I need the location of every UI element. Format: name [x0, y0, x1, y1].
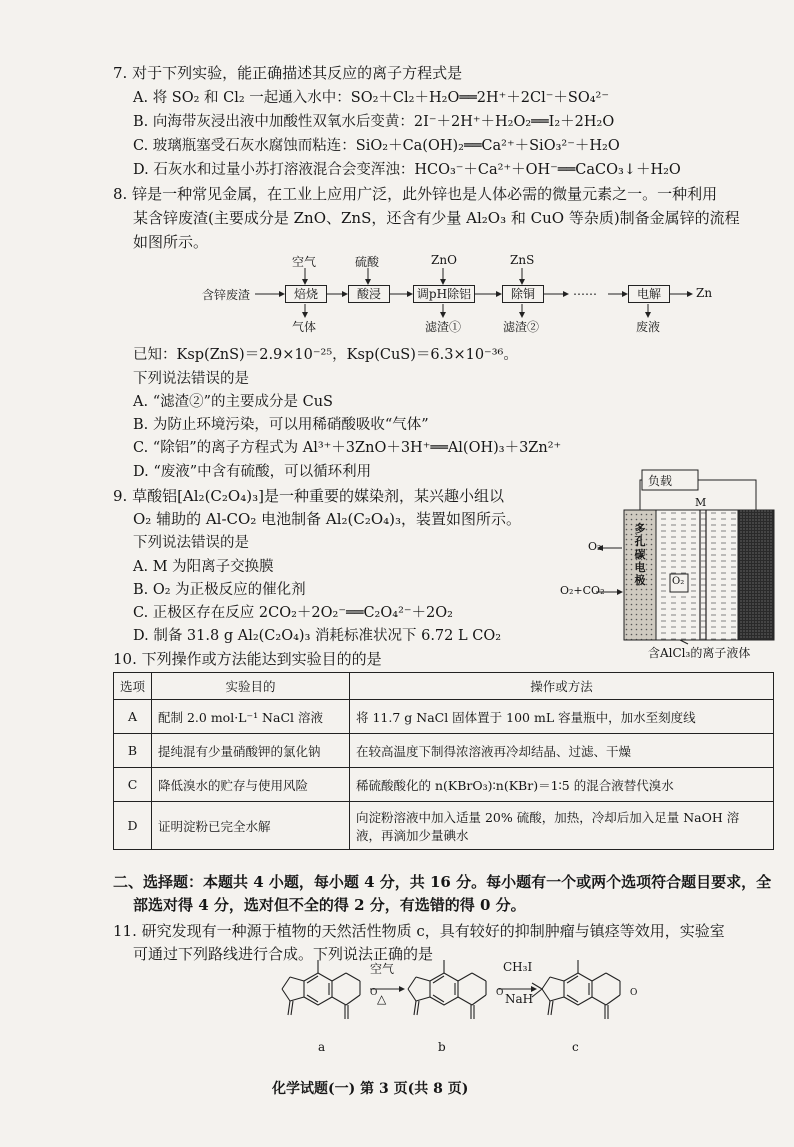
q7-option-c: C. 玻璃瓶塞受石灰水腐蚀而粘连：SiO₂＋Ca(OH)₂══Ca²⁺＋SiO₃²⁻＋H₂O	[133, 138, 620, 154]
flow-step-electrolysis: 电解	[628, 285, 670, 303]
table-cell-option: A	[114, 700, 152, 734]
table-header: 实验目的	[152, 673, 350, 700]
reagent2-bottom: NaH	[505, 992, 534, 1006]
table-header-row	[114, 673, 774, 700]
synthesis-structures	[270, 955, 630, 1045]
reagent1-top: 空气	[370, 962, 395, 976]
method-line: 液，再滴加少量碘水	[356, 827, 469, 843]
q8-stem-line3: 如图所示。	[133, 233, 209, 251]
flow-ellipsis: ……	[573, 284, 597, 298]
structure-label-c: c	[572, 1040, 579, 1054]
page-footer: 化学试题(一) 第 3 页(共 8 页)	[272, 1081, 469, 1097]
battery-o2-inner: O₂	[672, 576, 685, 587]
table-cell-method: 稀硫酸酸化的 n(KBrO₃)∶n(KBr)＝1∶5 的混合液替代溴水	[350, 768, 774, 802]
q7-option-b: B. 向海带灰浸出液中加酸性双氧水后变黄：2I⁻＋2H⁺＋H₂O₂══I₂＋2H₂O	[133, 114, 615, 130]
table-cell-option: C	[114, 768, 152, 802]
table-cell-method: 将 11.7 g NaCl 固体置于 100 mL 容量瓶中，加水至刻度线	[350, 700, 774, 734]
q8-ask: 下列说法错误的是	[133, 371, 249, 387]
table-cell-option: D	[114, 802, 152, 850]
q11-stem-line2: 可通过下列路线进行合成。下列说法正确的是	[133, 945, 434, 963]
reagent1-bottom: △	[377, 992, 387, 1006]
section2-heading-line1: 二、选择题：本题共 4 小题，每小题 4 分，共 16 分。每小题有一个或两个选项符合题目要求，全	[113, 873, 772, 891]
battery-gas-in: O₂+CO₂	[560, 584, 605, 597]
q10-table	[113, 672, 774, 850]
structure-label-a: a	[318, 1040, 326, 1054]
flow-input-sulfuric-acid: 硫酸	[355, 255, 380, 269]
q7-stem: 7. 对于下列实验，能正确描述其反应的离子方程式是	[113, 64, 463, 82]
battery-caption: 含AlCl₃的离子液体	[648, 646, 751, 660]
battery-o2-out: O₂	[588, 540, 602, 553]
q9-stem-line1: 9. 草酸铝[Al₂(C₂O₄)₃]是一种重要的媒染剂，某兴趣小组以	[113, 487, 504, 505]
q8-stem-line1: 8. 锌是一种常见金属，在工业上应用广泛，此外锌也是人体必需的微量元素之一。一种利用	[113, 185, 718, 203]
flow-output-residue1: 滤渣①	[425, 320, 462, 334]
flow-output-gas: 气体	[292, 320, 317, 334]
table-row	[114, 802, 774, 850]
q7-option-d: D. 石灰水和过量小苏打溶液混合会变浑浊：HCO₃⁻＋Ca²⁺＋OH⁻══CaCO₃↓＋H₂O	[133, 162, 681, 178]
table-cell-aim: 配制 2.0 mol·L⁻¹ NaCl 溶液	[152, 700, 350, 734]
table-cell-method: 在较高温度下制得浓溶液再冷却结晶、过滤、干燥	[350, 734, 774, 768]
method-line: 向淀粉溶液中加入适量 20% 硫酸，加热，冷却后加入足量 NaOH 溶	[356, 809, 740, 825]
flow-output-waste: 废液	[636, 320, 661, 334]
q9-option-c: C. 正极区存在反应 2CO₂＋2O₂⁻══C₂O₄²⁻＋2O₂	[133, 605, 453, 621]
table-cell-aim: 证明淀粉已完全水解	[152, 802, 350, 850]
q11-stem-line1: 11. 研究发现有一种源于植物的天然活性物质 c，具有较好的抑制肿瘤与镇痉等效用，实验室	[113, 922, 725, 940]
table-header: 选项	[114, 673, 152, 700]
q9-option-b: B. O₂ 为正极反应的催化剂	[133, 582, 306, 598]
flow-step-remove-al: 调pH除铝	[413, 285, 475, 303]
q9-ask: 下列说法错误的是	[133, 535, 249, 551]
table-header: 操作或方法	[350, 673, 774, 700]
flow-input-air: 空气	[292, 255, 317, 269]
battery-load-label: 负载	[648, 474, 673, 488]
section2-heading-line2: 部选对得 4 分，选对但不全的得 2 分，有选错的得 0 分。	[133, 896, 526, 914]
q8-option-c: C. “除铝”的离子方程式为 Al³⁺＋3ZnO＋3H⁺══Al(OH)₃＋3Zn²⁺	[133, 440, 562, 456]
q9-option-d: D. 制备 31.8 g Al₂(C₂O₄)₃ 消耗标准状况下 6.72 L CO₂	[133, 628, 502, 644]
q10-stem: 10. 下列操作或方法能达到实验目的的是	[113, 650, 382, 668]
structure-b-ring-o: O	[496, 988, 504, 998]
flow-step-roast: 焙烧	[285, 285, 327, 303]
battery-electrode-label: 多 孔 碳 电 极	[634, 522, 646, 587]
flow-step-acid-leach: 酸浸	[348, 285, 390, 303]
table-row	[114, 768, 774, 802]
flow-start: 含锌废渣	[202, 288, 251, 302]
flow-output-residue2: 滤渣②	[503, 320, 540, 334]
flow-step-remove-cu: 除铜	[502, 285, 544, 303]
flow-product: Zn	[696, 286, 713, 300]
q8-option-a: A. “滤渣②”的主要成分是 CuS	[133, 394, 333, 410]
q7-option-a: A. 将 SO₂ 和 Cl₂ 一起通入水中：SO₂＋Cl₂＋H₂O══2H⁺＋2Cl⁻＋SO₄²⁻	[133, 90, 610, 106]
q9-stem-line2: O₂ 辅助的 Al-CO₂ 电池制备 Al₂(C₂O₄)₃，装置如图所示。	[133, 510, 522, 528]
table-cell-aim: 降低溴水的贮存与使用风险	[152, 768, 350, 802]
structure-c-ring-o: O	[630, 988, 638, 998]
table-cell-aim: 提纯混有少量硝酸钾的氯化钠	[152, 734, 350, 768]
q8-stem-line2: 某含锌废渣(主要成分是 ZnO、ZnS，还含有少量 Al₂O₃ 和 CuO 等杂质)制备金属锌的流程	[133, 209, 740, 227]
flow-input-zns: ZnS	[510, 253, 535, 267]
q9-option-a: A. M 为阳离子交换膜	[133, 559, 274, 575]
table-cell-method	[350, 802, 774, 850]
structure-label-b: b	[438, 1040, 446, 1054]
battery-membrane-label: M	[695, 496, 707, 509]
table-row	[114, 734, 774, 768]
table-row	[114, 700, 774, 734]
q8-known: 已知：Ksp(ZnS)＝2.9×10⁻²⁵，Ksp(CuS)＝6.3×10⁻³⁶。	[133, 347, 518, 363]
reagent2-top: CH₃I	[503, 960, 533, 974]
q8-option-d: D. “废液”中含有硫酸，可以循环利用	[133, 464, 372, 480]
table-cell-option: B	[114, 734, 152, 768]
q8-option-b: B. 为防止环境污染，可以用稀硝酸吸收“气体”	[133, 417, 429, 433]
structure-a-ring-o: O	[370, 988, 378, 998]
q8-flow-arrows	[0, 0, 794, 340]
battery-figure	[560, 468, 780, 648]
flow-input-zno: ZnO	[431, 253, 457, 267]
